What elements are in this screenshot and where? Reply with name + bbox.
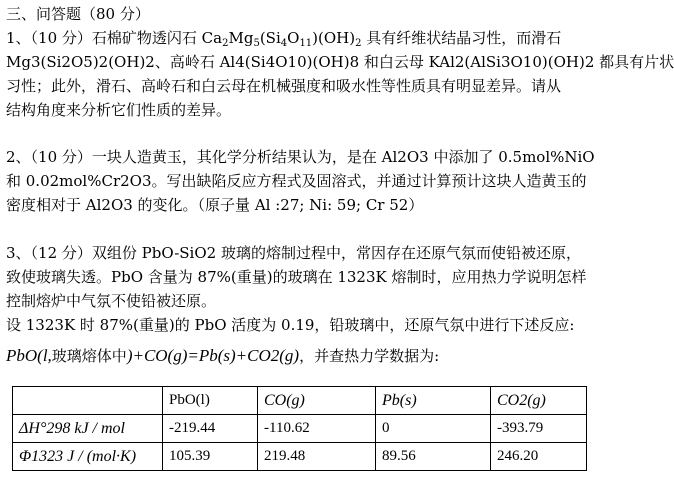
table-cell: -393.79 xyxy=(491,415,587,443)
q3-line-4: 设 1323K 时 87%(重量)的 PbO 活度为 0.19，铅玻璃中，还原气氛中进行下述反应: xyxy=(6,316,575,334)
q2-line-3: 密度相对于 Al2O3 的变化。（原子量 Al :27; Ni: 59; Cr 52） xyxy=(6,196,424,214)
section-title: 三、问答题（80 分） xyxy=(6,5,150,23)
row-label: Φ1323 J / (mol·K) xyxy=(13,443,163,471)
table-row xyxy=(13,443,587,471)
thermo-data-table xyxy=(12,386,587,471)
table-header-cell: CO2(g) xyxy=(491,387,587,415)
table-header-cell: CO(g) xyxy=(258,387,376,415)
table-header-cell: PbO(l) xyxy=(163,387,258,415)
table-cell: 246.20 xyxy=(491,443,587,471)
table-header-cell: Pb(s) xyxy=(376,387,491,415)
q3-line-2: 致使玻璃失透。PbO 含量为 87%(重量)的玻璃在 1323K 熔制时，应用热力学说明怎样 xyxy=(6,268,587,286)
q1-line-3: 习性；此外，滑石、高岭石和白云母在机械强度和吸水性等性质具有明显差异。请从 xyxy=(6,77,562,95)
row-label: ΔH°298 kJ / mol xyxy=(13,415,163,443)
table-row xyxy=(13,415,587,443)
q1-line-2: Mg3(Si2O5)2(OH)2、高岭石 Al4(Si4O10)(OH)8 和白云母 KAl2(AlSi3O10)(OH)2 都具有片状 xyxy=(6,53,674,71)
reaction-equation: PbO(l,玻璃熔体中)+CO(g)=Pb(s)+CO2(g)，并查热力学数据为: xyxy=(6,346,440,365)
q2-line-2: 和 0.02mol%Cr2O3。写出缺陷反应方程式及固溶式，并通过计算预计这块人造黄玉的 xyxy=(6,172,587,190)
table-cell: -219.44 xyxy=(163,415,258,443)
q1-line-1: 1、（10 分）石棉矿物透闪石 $Ca_2Mg_5(Si_4O_{11})(OH)_2$ 具有纤维状结晶习性，而滑石 xyxy=(6,29,562,49)
table-header-row xyxy=(13,387,587,415)
table-cell: 89.56 xyxy=(376,443,491,471)
q2-line-1: 2、（10 分）一块人造黄玉，其化学分析结果认为，是在 Al2O3 中添加了 0.5mol%NiO xyxy=(6,148,595,166)
q1-line-4: 结构角度来分析它们性质的差异。 xyxy=(6,101,232,119)
table-cell: -110.62 xyxy=(258,415,376,443)
q3-line-1: 3、（12 分）双组份 PbO-SiO2 玻璃的熔制过程中，常因存在还原气氛而使铅被还原， xyxy=(6,244,581,262)
q3-line-3: 控制熔炉中气氛不使铅被还原。 xyxy=(6,292,217,310)
table-cell: 105.39 xyxy=(163,443,258,471)
table-header-cell xyxy=(13,387,163,415)
table-cell: 0 xyxy=(376,415,491,443)
table-cell: 219.48 xyxy=(258,443,376,471)
